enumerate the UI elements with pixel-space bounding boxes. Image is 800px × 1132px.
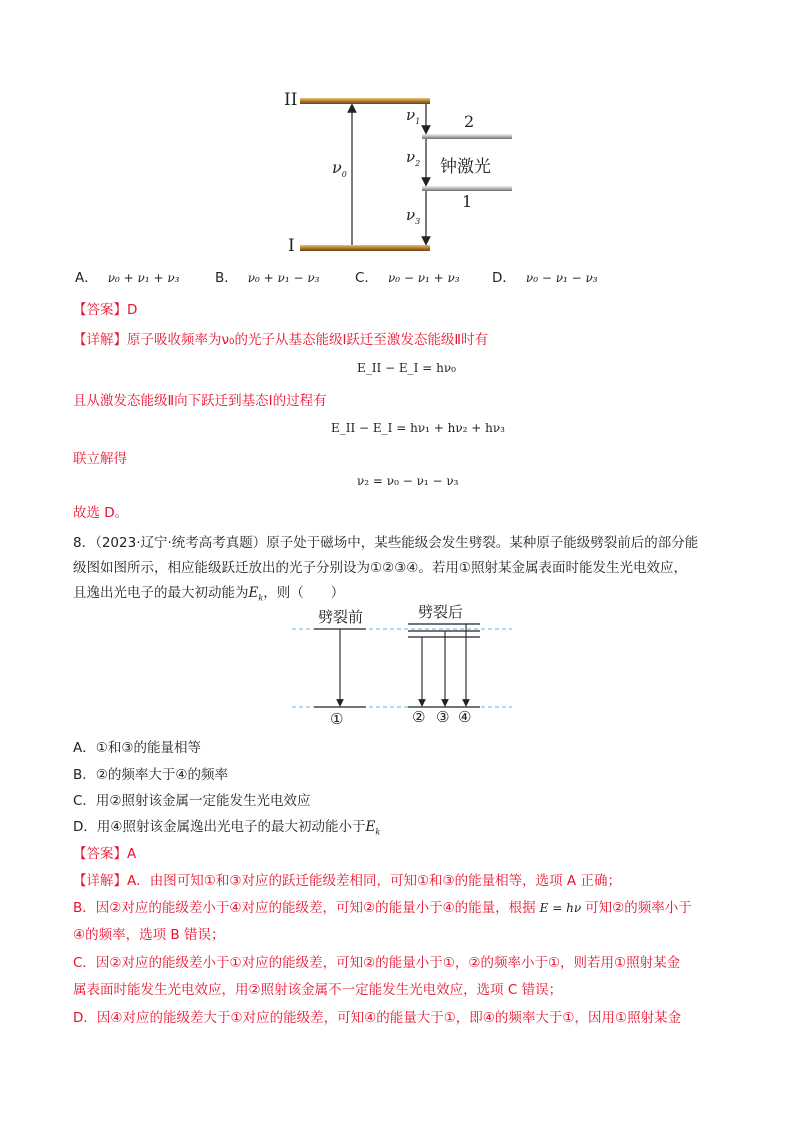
q7-detail-line3: 联立解得 — [73, 451, 127, 467]
level-2-bar — [422, 134, 512, 139]
level-I-bar — [300, 245, 430, 251]
energy-level-figure-1 — [282, 88, 522, 258]
nu3-label: $\nu_3$ — [406, 206, 421, 226]
energy-level-figure-2 — [290, 600, 515, 730]
q7-option-a: A． ν₀ + ν₁ + ν₃ — [75, 270, 180, 286]
q8-option-d: D．用④照射该金属逸出光电子的最大初动能小于$E_k$ — [73, 819, 381, 837]
q8-option-c: C．用②照射该金属一定能发生光电效应 — [73, 793, 311, 809]
q7-equation-1: E_II − E_I = hν₀ — [357, 361, 456, 375]
q8-detail-a: 【详解】A．由图可知①和③对应的跃迁能级差相同，可知①和③的能量相等，选项 A 正确； — [73, 873, 621, 889]
q7-detail-line1: 【详解】原子吸收频率为ν₀的光子从基态能级Ⅰ跃迁至激发态能级Ⅱ时有 — [73, 332, 489, 348]
q8-detail-c2: 属表面时能发生光电效应，用②照射该金属不一定能发生光电效应，选项 C 错误； — [73, 982, 563, 998]
q8-stem-line1: 8．（2023·辽宁·统考高考真题）原子处于磁场中，某些能级会发生劈裂。某种原子能级劈裂前后的部分能 — [73, 535, 699, 551]
q7-option-d: D． ν₀ − ν₁ − ν₃ — [492, 270, 598, 286]
q7-detail-line2: 且从激发态能级Ⅱ向下跃迁到基态Ⅰ的过程有 — [73, 393, 327, 409]
level-1-bar — [422, 186, 512, 191]
nu1-label: $\nu_1$ — [406, 106, 421, 126]
q8-detail-d1: D．因④对应的能级差大于①对应的能级差，可知④的能量大于①，即④的频率大于①，因用①照射某金 — [73, 1010, 682, 1026]
q8-stem-line3: 且逸出光电子的最大初动能为$E_k$，则（ ） — [73, 585, 345, 603]
level-I-label: I — [288, 236, 295, 256]
after-split-label: 劈裂后 — [418, 603, 464, 621]
nu0-label: $\nu_0$ — [332, 158, 347, 180]
q7-option-b: B． ν₀ + ν₁ − ν₃ — [215, 270, 320, 286]
level-1-label: 1 — [462, 192, 473, 211]
q8-option-b: B．②的频率大于④的频率 — [73, 767, 228, 783]
q8-stem-line2: 级图如图所示，相应能级跃迁放出的光子分别设为①②③④。若用①照射某金属表面时能发生光电效应， — [73, 560, 688, 576]
photon-2-label: ② — [412, 708, 426, 726]
photon-4-label: ④ — [458, 708, 472, 726]
q8-detail-b2: ④的频率，选项 B 错误； — [73, 927, 225, 943]
q8-answer: 【答案】A — [73, 846, 137, 862]
clock-laser-label: 钟激光 — [440, 157, 491, 177]
level-II-bar — [300, 98, 430, 104]
before-split-label: 劈裂前 — [318, 608, 364, 626]
q7-equation-2: E_II − E_I = hν₁ + hν₂ + hν₃ — [331, 421, 505, 435]
q7-equation-3: ν₂ = ν₀ − ν₁ − ν₃ — [357, 474, 459, 488]
photon-3-label: ③ — [436, 708, 450, 726]
q7-answer: 【答案】D — [73, 302, 138, 318]
photon-1-label: ① — [330, 710, 344, 728]
nu2-label: $\nu_2$ — [406, 148, 421, 168]
level-2-label: 2 — [464, 112, 475, 131]
q7-option-c: C． ν₀ − ν₁ + ν₃ — [355, 270, 460, 286]
q8-option-a: A．①和③的能量相等 — [73, 740, 201, 756]
q8-detail-c1: C．因②对应的能级差小于①对应的能级差，可知②的能量小于①，②的频率小于①，则若用①照射某金 — [73, 955, 681, 971]
q8-detail-b1: B．因②对应的能级差小于④对应的能级差，可知②的能量小于④的能量，根据 E = hν 可知②的频率小于 — [73, 900, 692, 916]
q7-detail-line4: 故选 D。 — [73, 505, 129, 521]
level-II-label: II — [284, 90, 298, 110]
